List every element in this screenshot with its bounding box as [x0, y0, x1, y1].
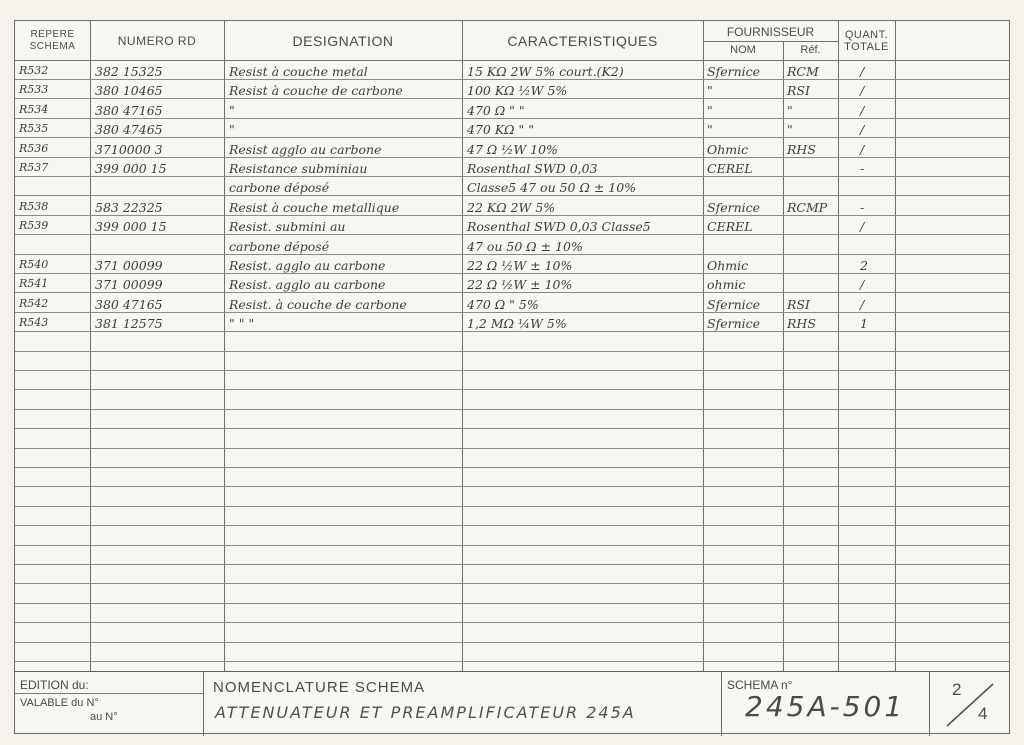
cell-numero: 371 00099: [95, 277, 163, 293]
ruled-line: [15, 195, 1009, 196]
ruled-line: [15, 545, 1009, 546]
cell-caracteristiques: 470 Ω " ": [467, 102, 525, 118]
cell-designation: Resistance subminiau: [229, 161, 368, 176]
footer-title: NOMENCLATURE SCHEMA: [213, 679, 426, 696]
cell-ref: RHS: [787, 141, 816, 157]
ruled-line: [15, 583, 1009, 584]
cell-caracteristiques: 47 Ω ½W 10%: [467, 141, 558, 157]
cell-nom: Ohmic: [707, 141, 749, 157]
cell-repere: R534: [19, 102, 49, 116]
edition-label: EDITION du:: [20, 678, 89, 692]
ruled-line: [15, 564, 1009, 565]
ruled-line: [15, 448, 1009, 449]
ruled-line: [15, 351, 1009, 352]
cell-nom: ": [707, 102, 713, 118]
footer-subtitle: ATTENUATEUR ET PREAMPLIFICATEUR 245A: [215, 703, 636, 722]
cell-caracteristiques: Classe5 47 ou 50 Ω ± 10%: [467, 180, 637, 196]
cell-designation: ": [229, 102, 235, 118]
cell-designation: " " ": [229, 316, 255, 332]
schema-number: 245A-501: [745, 690, 906, 723]
ruled-line: [15, 642, 1009, 643]
cell-repere: R539: [19, 219, 49, 233]
nomenclature-sheet: [14, 20, 1010, 734]
cell-nom: Sfernice: [707, 199, 761, 215]
ruled-line: [15, 622, 1009, 623]
header-bottom-rule: [15, 60, 1009, 61]
cell-caracteristiques: 47 ou 50 Ω ± 10%: [467, 238, 583, 254]
cell-nom: ": [707, 122, 713, 138]
cell-repere: R533: [19, 83, 49, 97]
header-ref: Réf.: [800, 44, 821, 56]
au-label: au N°: [90, 711, 118, 723]
cell-numero: 381 12575: [95, 316, 163, 332]
ruled-line: [15, 137, 1009, 138]
cell-quant: /: [860, 102, 865, 118]
cell-nom: Ohmic: [707, 258, 749, 273]
header-repere: REPERE SCHEMA: [29, 28, 76, 52]
cell-nom: CEREL: [707, 219, 753, 235]
cell-repere: R541: [19, 277, 49, 291]
cell-numero: 380 47465: [95, 122, 163, 138]
cell-nom: Sfernice: [707, 316, 761, 332]
edition-rule: [15, 693, 203, 694]
cell-quant: -: [860, 199, 865, 215]
cell-quant: /: [860, 122, 865, 138]
footer-divider: [721, 672, 722, 736]
cell-caracteristiques: Rosenthal SWD 0,03 Classe5: [467, 219, 651, 235]
cell-ref: RCMP: [787, 199, 828, 215]
valable-label: VALABLE du N°: [20, 697, 99, 709]
cell-ref: RSI: [787, 83, 810, 99]
cell-repere: R538: [19, 199, 49, 213]
footer-divider: [203, 672, 204, 736]
cell-nom: ": [707, 83, 713, 99]
cell-quant: /: [860, 219, 865, 235]
cell-nom: Sfernice: [707, 64, 761, 79]
footer-divider: [929, 672, 930, 736]
cell-ref: ": [787, 122, 793, 138]
cell-numero: 380 47165: [95, 102, 163, 118]
cell-numero: 380 47165: [95, 296, 163, 312]
cell-ref: RHS: [787, 316, 816, 332]
cell-quant: 2: [860, 258, 868, 273]
header-designation: DESIGNATION: [292, 32, 394, 49]
ruled-line: [15, 176, 1009, 177]
cell-numero: 380 10465: [95, 83, 163, 99]
ruled-line: [15, 292, 1009, 293]
cell-quant: /: [860, 296, 865, 312]
ruled-line: [15, 273, 1009, 274]
ruled-line: [15, 506, 1009, 507]
cell-repere: R536: [19, 141, 49, 155]
cell-designation: Resist. à couche de carbone: [229, 296, 407, 312]
cell-quant: /: [860, 83, 865, 99]
cell-quant: /: [860, 64, 865, 79]
cell-repere: R532: [19, 64, 49, 77]
cell-designation: ": [229, 122, 235, 138]
cell-repere: R542: [19, 296, 49, 310]
cell-numero: 3710000 3: [95, 141, 163, 157]
cell-ref: ": [787, 102, 793, 118]
cell-nom: Sfernice: [707, 296, 761, 312]
cell-designation: Resist. agglo au carbone: [229, 258, 386, 273]
ruled-line: [15, 215, 1009, 216]
ruled-line: [15, 389, 1009, 390]
ruled-line: [15, 428, 1009, 429]
column-divider: [783, 41, 784, 671]
cell-designation: Resist à couche de carbone: [229, 83, 403, 99]
cell-nom: ohmic: [707, 277, 746, 293]
header-quant: QUANT. TOTALE: [844, 28, 889, 53]
cell-repere: R537: [19, 161, 49, 174]
ruled-line: [15, 157, 1009, 158]
cell-caracteristiques: 470 Ω " 5%: [467, 296, 539, 312]
header-numero: NUMERO RD: [117, 33, 197, 48]
cell-nom: CEREL: [707, 161, 753, 176]
page-number: 2: [952, 680, 962, 699]
ruled-line: [15, 118, 1009, 119]
title-block: [15, 671, 1009, 736]
cell-quant: 1: [860, 316, 868, 332]
ruled-line: [15, 331, 1009, 332]
cell-caracteristiques: Rosenthal SWD 0,03: [467, 161, 598, 176]
ruled-line: [15, 254, 1009, 255]
cell-ref: RSI: [787, 296, 810, 312]
cell-designation: Resist. submini au: [229, 219, 346, 235]
ruled-line: [15, 409, 1009, 410]
ruled-line: [15, 234, 1009, 235]
cell-caracteristiques: 100 KΩ ½W 5%: [467, 83, 568, 99]
cell-caracteristiques: 15 KΩ 2W 5% court.(K2): [467, 64, 624, 79]
cell-repere: R535: [19, 122, 49, 136]
header-nom: NOM: [730, 44, 756, 56]
ruled-line: [15, 661, 1009, 662]
fournisseur-divider: [703, 41, 838, 42]
ruled-line: [15, 312, 1009, 313]
cell-numero: 399 000 15: [95, 219, 167, 235]
page-total: 4: [978, 704, 988, 723]
cell-caracteristiques: 470 KΩ " ": [467, 122, 534, 138]
cell-caracteristiques: 22 Ω ½W ± 10%: [467, 258, 573, 273]
cell-repere: R540: [19, 258, 49, 271]
cell-quant: /: [860, 141, 865, 157]
ruled-line: [15, 486, 1009, 487]
ruled-line: [15, 79, 1009, 80]
cell-designation: carbone déposé: [229, 238, 330, 254]
ruled-line: [15, 467, 1009, 468]
cell-numero: 382 15325: [95, 64, 163, 79]
cell-quant: /: [860, 277, 865, 293]
cell-quant: -: [860, 161, 865, 176]
cell-numero: 583 22325: [95, 199, 163, 215]
page-fraction-slash: [939, 678, 1003, 732]
ruled-line: [15, 603, 1009, 604]
cell-numero: 371 00099: [95, 258, 163, 273]
cell-designation: Resist agglo au carbone: [229, 141, 382, 157]
cell-designation: Resist à couche metal: [229, 64, 368, 79]
cell-repere: R543: [19, 316, 49, 330]
cell-designation: Resist à couche metallique: [229, 199, 400, 215]
cell-numero: 399 000 15: [95, 161, 167, 176]
cell-caracteristiques: 22 Ω ½W ± 10%: [467, 277, 573, 293]
ruled-line: [15, 525, 1009, 526]
header-fournisseur: FOURNISSEUR: [726, 25, 815, 39]
schema-label: SCHEMA n°: [727, 678, 793, 692]
ruled-line: [15, 98, 1009, 99]
cell-designation: carbone déposé: [229, 180, 330, 196]
cell-designation: Resist. agglo au carbone: [229, 277, 386, 293]
cell-caracteristiques: 22 KΩ 2W 5%: [467, 199, 556, 215]
cell-caracteristiques: 1,2 MΩ ¼W 5%: [467, 316, 567, 332]
ruled-line: [15, 370, 1009, 371]
header-caracteristiques: CARACTERISTIQUES: [507, 32, 658, 49]
cell-ref: RCM: [787, 64, 819, 79]
